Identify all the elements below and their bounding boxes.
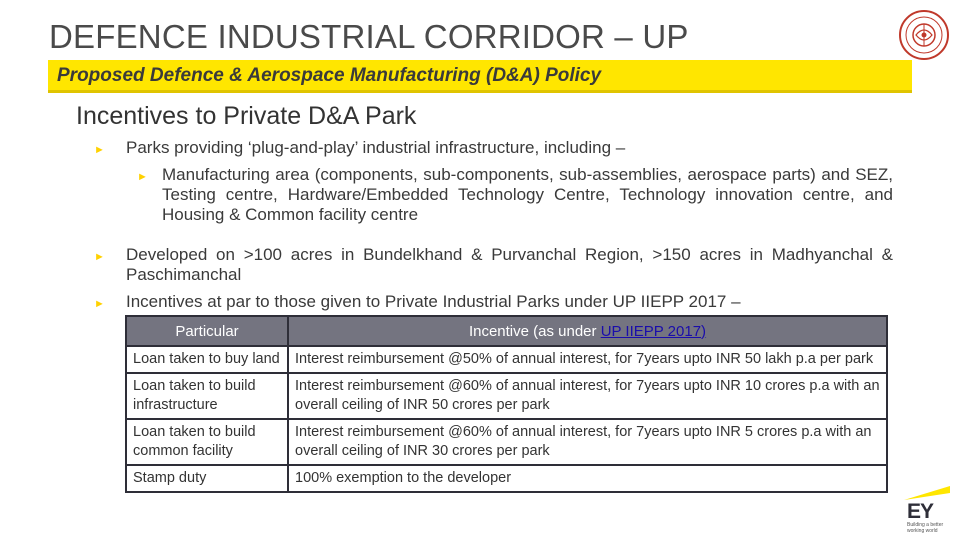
table-row <box>126 419 887 465</box>
table-row <box>126 373 887 419</box>
sub-bullet-facilities: Manufacturing area (components, sub-components, sub-assemblies, aerospace parts) and SEZ, Testing centre, Hardware/Embedded Technology Centre, Technology innovation centre, and Housing & Common facility centre <box>162 165 893 224</box>
header-incentive <box>288 316 887 346</box>
bullet-incentives-parity: Incentives at par to those given to Private Industrial Parks under UP IIEPP 2017 – <box>126 292 741 311</box>
section-heading: Incentives to Private D&A Park <box>76 102 417 130</box>
table-row <box>126 465 887 492</box>
header-particular: Particular <box>126 316 288 346</box>
cell-incentive: Interest reimbursement @60% of annual interest, for 7years upto INR 10 crores p.a with an overall ceiling of INR 50 crores per park <box>288 373 887 419</box>
uttar-pradesh-seal-icon <box>898 9 950 61</box>
cell-incentive: Interest reimbursement @60% of annual interest, for 7years upto INR 5 crores p.a with an overall ceiling of INR 30 crores per park <box>288 419 887 465</box>
banner-text: Proposed Defence & Aerospace Manufacturing (D&A) Policy <box>57 65 602 86</box>
table-header-row <box>126 316 887 346</box>
cell-incentive: Interest reimbursement @50% of annual interest, for 7years upto INR 50 lakh p.a per park <box>288 346 887 373</box>
iiepp-link[interactable]: UP IIEPP 2017) <box>600 322 707 340</box>
bullet-plug-and-play: Parks providing ‘plug-and-play’ industrial infrastructure, including – <box>126 138 626 157</box>
bullet-acreage: Developed on >100 acres in Bundelkhand & Purvanchal Region, >150 acres in Madhyanchal & Paschimanchal <box>126 245 893 284</box>
cell-particular: Loan taken to buy land <box>126 346 288 373</box>
ey-tagline: Building a better working world <box>907 522 944 534</box>
cell-particular: Loan taken to build infrastructure <box>126 373 288 419</box>
bullet-arrow-icon: ► <box>94 144 105 156</box>
cell-incentive: 100% exemption to the developer <box>288 465 887 492</box>
incentives-table <box>125 315 888 493</box>
bullet-arrow-icon: ► <box>94 298 105 310</box>
bullet-arrow-icon: ► <box>94 251 105 263</box>
sub-bullet-arrow-icon: ► <box>137 171 148 183</box>
policy-banner <box>48 60 912 93</box>
ey-logo-text: EY <box>907 500 934 523</box>
header-incentive-prefix: Incentive (as under <box>468 322 601 340</box>
cell-particular: Stamp duty <box>126 465 288 492</box>
slide-title: DEFENCE INDUSTRIAL CORRIDOR – UP <box>49 18 689 55</box>
cell-particular: Loan taken to build common facility <box>126 419 288 465</box>
table-row <box>126 346 887 373</box>
